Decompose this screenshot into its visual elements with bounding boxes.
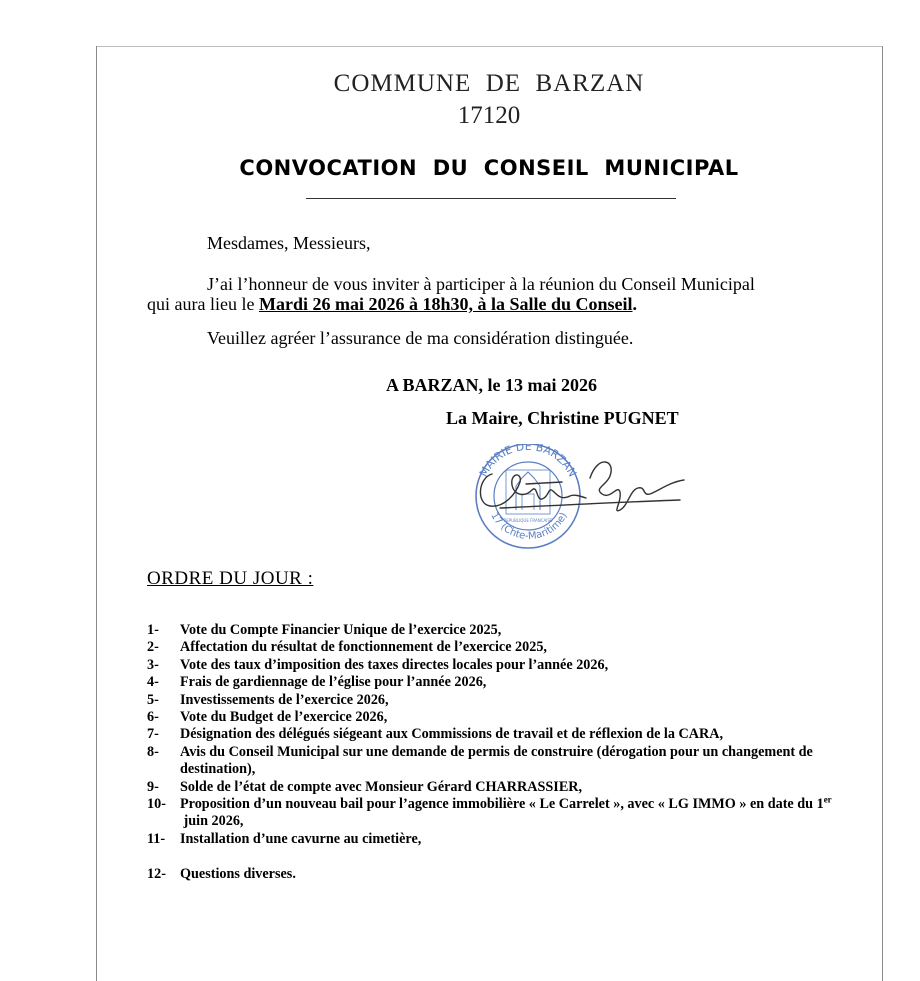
agenda-item-text: Désignation des délégués siégeant aux Commissions de travail et de réflexion de la CARA, (180, 726, 724, 743)
agenda-item-number: 6- (147, 709, 159, 726)
agenda-item (147, 744, 887, 779)
agenda-item (147, 866, 887, 883)
greeting: Mesdames, Messieurs, (207, 233, 371, 253)
agenda-item-text-part: Proposition d’un nouveau bail pour l’agence immobilière « Le Carrelet », avec « LG IMMO » en date du 1 (180, 796, 824, 813)
stamp-and-signature (470, 444, 730, 554)
official-stamp-seal (470, 444, 730, 554)
agenda-item-text: Vote du Budget de l’exercice 2026, (180, 709, 388, 726)
agenda-item-number: 4- (147, 674, 159, 691)
agenda-item-number: 12- (147, 866, 166, 883)
agenda-item-number: 5- (147, 691, 159, 708)
agenda-item-number: 2- (147, 639, 159, 656)
agenda-item-text: Questions diverses. (180, 866, 296, 883)
agenda-item-number: 9- (147, 778, 159, 795)
agenda-item (147, 657, 887, 674)
agenda-item-text: Frais de gardiennage de l’église pour l’année 2026, (180, 674, 487, 691)
agenda-item-number: 1- (147, 622, 159, 638)
agenda-item-text: Solde de l’état de compte avec Monsieur Gérard CHARRASSIER, (180, 778, 583, 795)
agenda-item-number: 10- (147, 796, 166, 813)
agenda-item-text: Avis du Conseil Municipal sur une demande de permis de construire (dérogation pour un changement de destination), (180, 743, 813, 778)
place-and-date: A BARZAN, le 13 mai 2026 (386, 375, 597, 395)
document-title: CONVOCATION DU CONSEIL MUNICIPAL (239, 156, 739, 180)
agenda-item (147, 709, 887, 726)
agenda-item-text: Vote du Compte Financier Unique de l’exercice 2025, (180, 622, 502, 638)
handwritten-signature (480, 462, 684, 511)
stamp-top-text: MAIRIE DE BARZAN (476, 444, 580, 480)
agenda-item-text: Investissements de l’exercice 2026, (180, 691, 389, 708)
agenda-item (147, 692, 887, 709)
invitation-suffix: . (632, 294, 637, 314)
agenda-list (147, 622, 887, 884)
agenda-title: ORDRE DU JOUR : (147, 568, 314, 589)
agenda-item-number: 8- (147, 743, 159, 760)
page-border-left (96, 46, 97, 981)
mayor-name: La Maire, Christine PUGNET (446, 408, 679, 428)
stamp-seal (476, 444, 580, 548)
invitation-prefix: qui aura lieu le (147, 294, 259, 314)
agenda-item-text (180, 796, 887, 831)
agenda-item (147, 831, 887, 848)
invitation-line-2 (147, 294, 637, 314)
page-border-top (96, 46, 882, 47)
title-divider (306, 198, 676, 199)
agenda-item-number: 11- (147, 830, 166, 847)
agenda-item (147, 674, 887, 691)
agenda-item-text-part: juin 2026, (180, 813, 244, 830)
ordinal-superscript: er (823, 794, 832, 805)
agenda-item (147, 796, 887, 831)
invitation-line-1: J’ai l’honneur de vous inviter à participer à la réunion du Conseil Municipal (207, 274, 755, 294)
stamp-inner-text: REPUBLIQUE FRANCAISE (503, 518, 553, 523)
commune-name: COMMUNE DE BARZAN (333, 70, 645, 97)
closing-regards: Veuillez agréer l’assurance de ma considération distinguée. (207, 328, 634, 348)
meeting-date-location: Mardi 26 mai 2026 à 18h30, à la Salle du Conseil (258, 294, 633, 314)
agenda-item-text: Affectation du résultat de fonctionnement de l’exercice 2025, (180, 639, 547, 656)
agenda-item-number: 7- (147, 726, 159, 743)
stamp-bottom-text: 17 (Chte-Maritime) (488, 510, 570, 543)
agenda-item (147, 779, 887, 796)
agenda-item-text: Installation d’une cavurne au cimetière, (180, 830, 422, 847)
postcode: 17120 (457, 102, 521, 129)
agenda-item-number: 3- (147, 656, 159, 673)
agenda-item (147, 622, 887, 639)
agenda-item (147, 726, 887, 743)
agenda-item-text: Vote des taux d’imposition des taxes directes locales pour l’année 2026, (180, 656, 609, 673)
agenda-item (147, 639, 887, 656)
